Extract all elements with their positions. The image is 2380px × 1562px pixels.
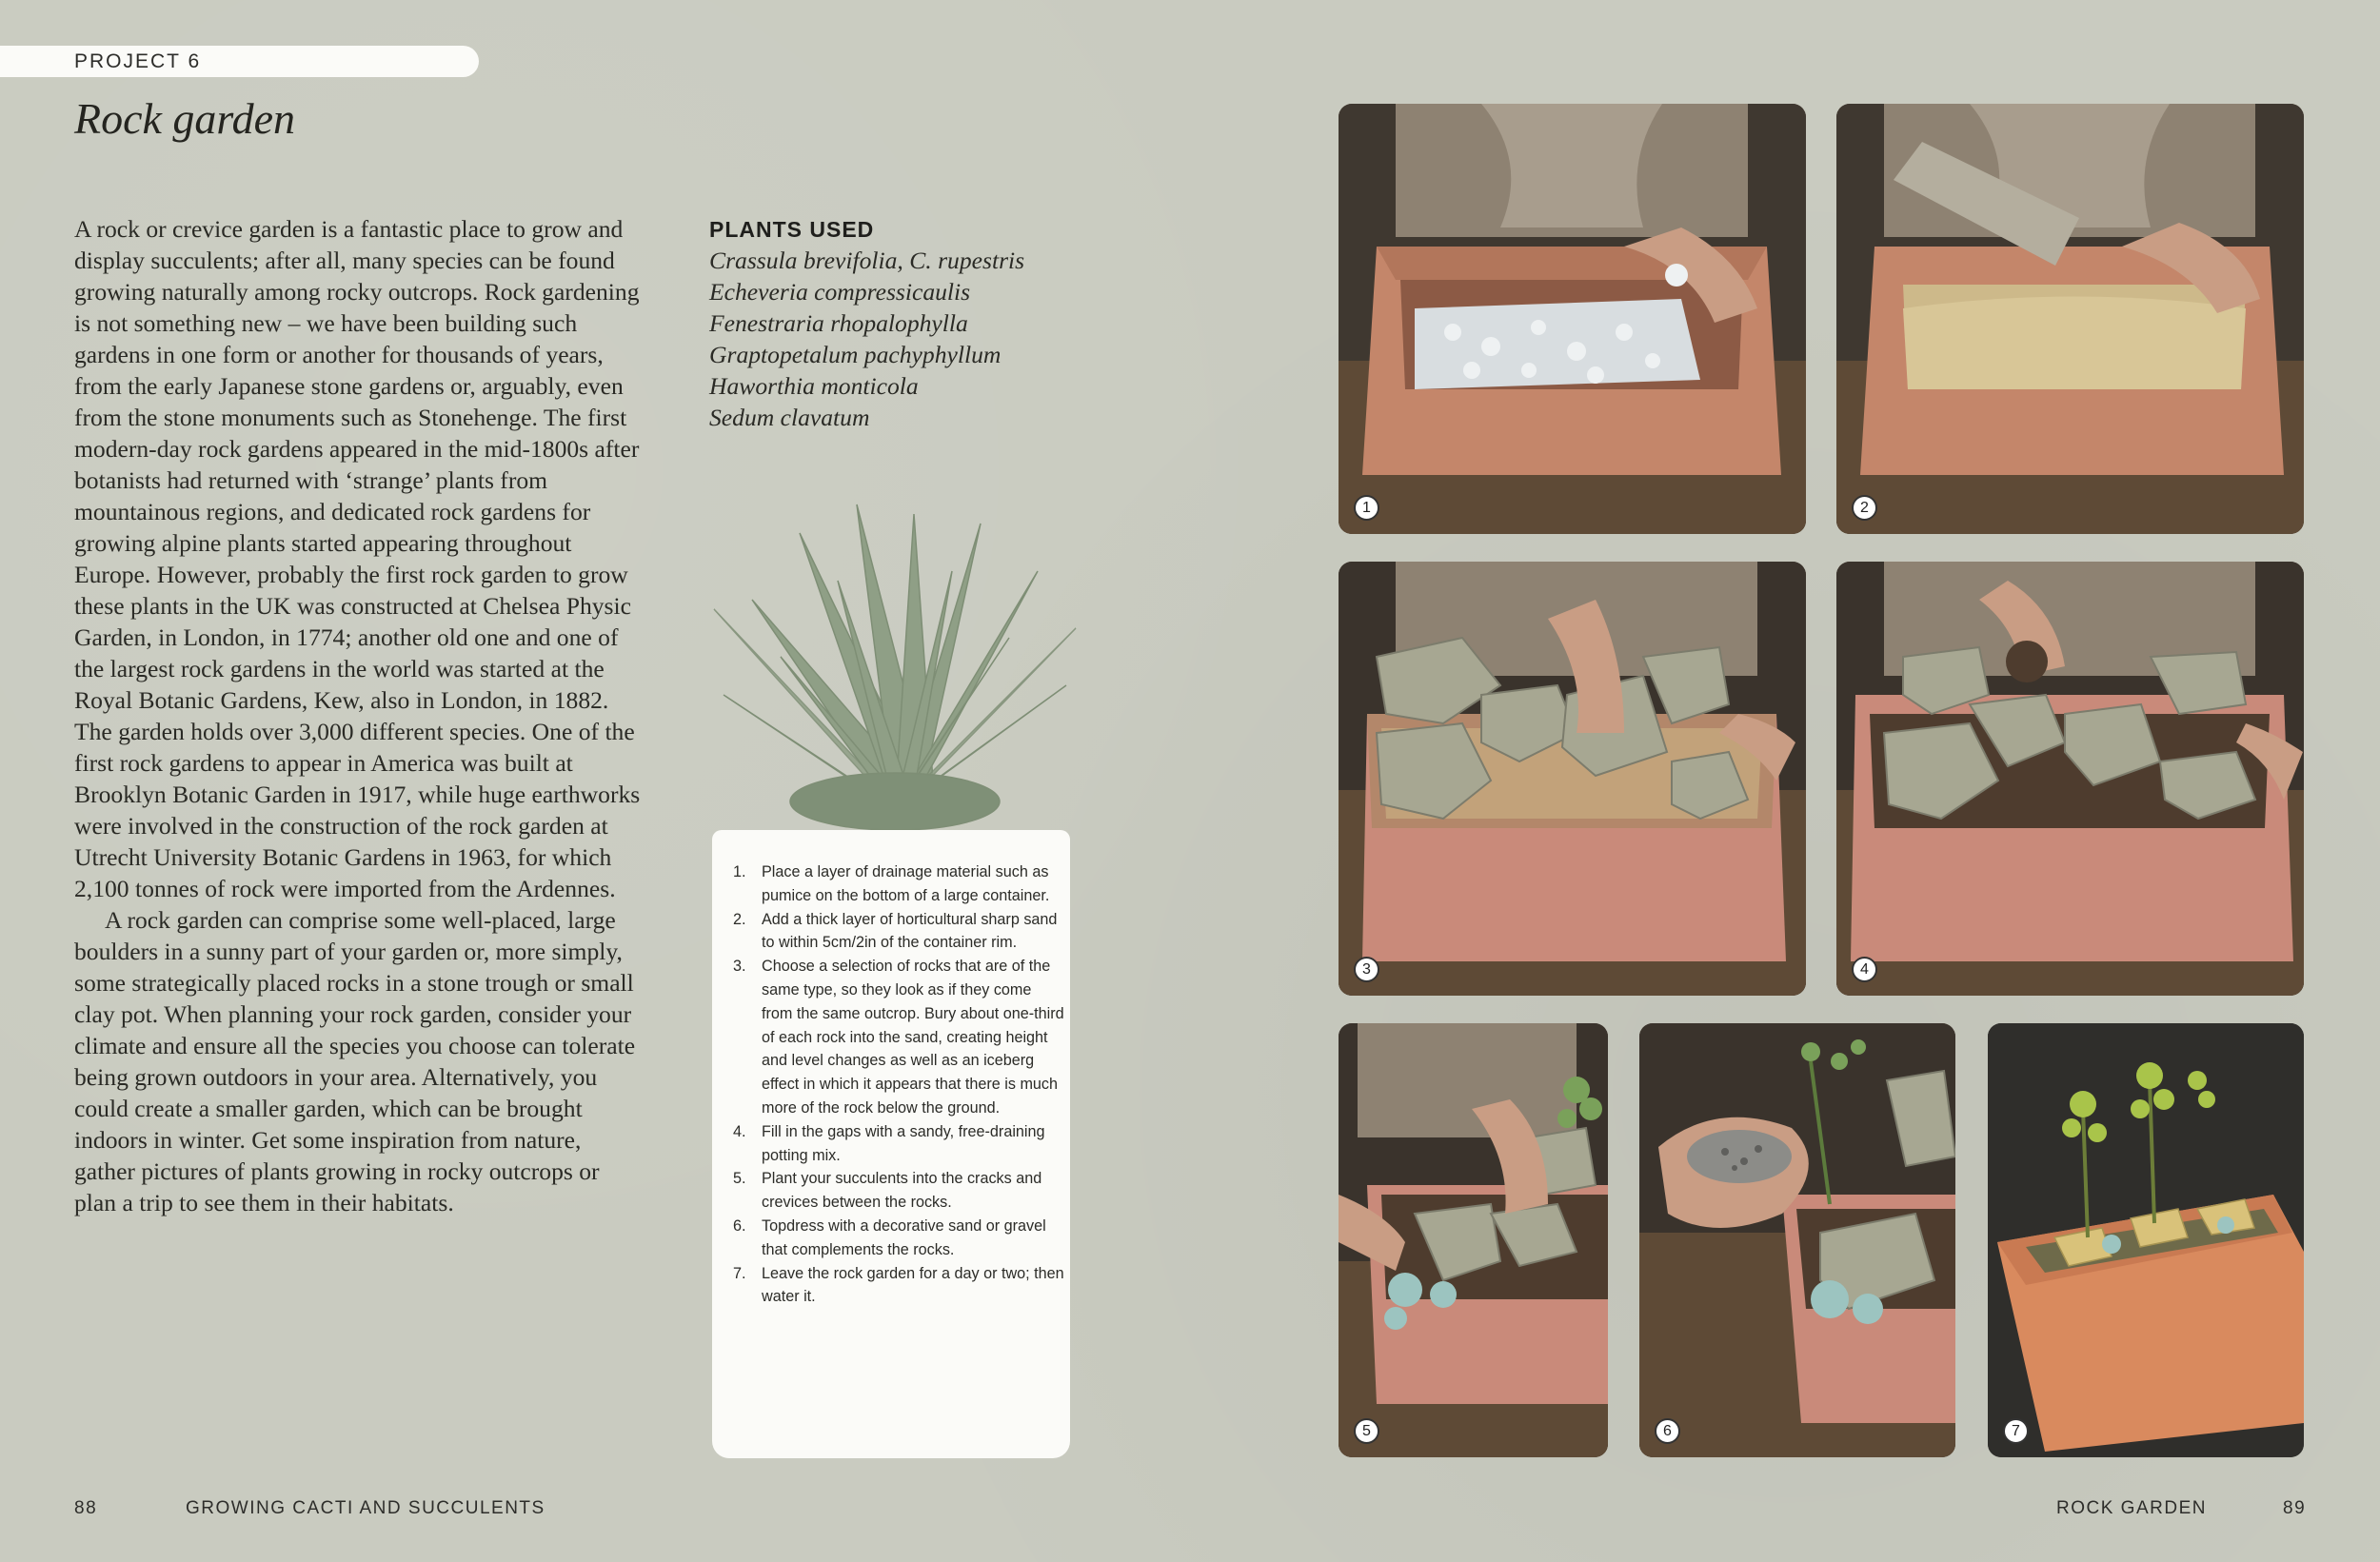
- step-item: 5. Plant your succulents into the cracks and crevices between the rocks.: [733, 1170, 1042, 1212]
- intro-paragraph-2: A rock garden can comprise some well-placed, large boulders in a sunny part of your garden or, more simply, some strategically placed rocks in a stone trough or small clay pot. When planning your rock garden, consider your climate and ensure all the species you choose can tolerate being grown outdoors in your area. Alternatively, you could create a smaller garden, which can be brought indoors in winter. Get some inspiration from nature, gather pictures of plants growing in rocky outcrops or plan a trip to see them in their habitats.: [74, 906, 636, 1216]
- plants-used-heading: PLANTS USED: [709, 217, 875, 242]
- step-badge: 1: [1354, 495, 1379, 521]
- plant-item: Echeveria compressicaulis: [709, 278, 971, 306]
- step-photo-3: [1339, 562, 1806, 996]
- steps-list: [731, 860, 1064, 1309]
- step-photo-2: [1836, 104, 2304, 534]
- plant-item: Sedum clavatum: [709, 404, 870, 431]
- step-item: 2. Add a thick layer of horticultural sharp sand to within 5cm/2in of the container rim.: [733, 910, 1058, 952]
- step-photo-4: [1836, 562, 2304, 996]
- right-running-title: ROCK GARDEN: [2056, 1498, 2207, 1518]
- step-photo-1: [1339, 104, 1806, 534]
- plant-item: Graptopetalum pachyphyllum: [709, 341, 1002, 368]
- page-title: Rock garden: [74, 94, 296, 143]
- step-item: 3. Choose a selection of rocks that are of the same type, so they look as if they come from the same outcrop. Bury about one-third of each rock into the sand, creating height and level changes as well as an iceberg effect in which it appears that there is much more of the rock below the ground.: [733, 958, 1064, 1117]
- plants-list: [709, 245, 1024, 433]
- step-badge: 5: [1354, 1418, 1379, 1444]
- step-item: 1. Place a layer of drainage material such as pumice on the bottom of a large container.: [733, 863, 1050, 904]
- haworthia-illustration: [695, 495, 1095, 838]
- step-item: 4. Fill in the gaps with a sandy, free-draining potting mix.: [733, 1122, 1045, 1164]
- step-badge: 3: [1354, 957, 1379, 982]
- step-item: 6. Topdress with a decorative sand or gravel that complements the rocks.: [733, 1216, 1046, 1258]
- step-photo-5: [1339, 1023, 1608, 1457]
- intro-text: [74, 213, 645, 1218]
- intro-paragraph-1: A rock or crevice garden is a fantastic place to grow and display succulents; after all, many species can be found growing naturally among rocky outcrops. Rock gardening is not something new – we have been building such gardens in one form or another for thousands of years, from the early Japanese stone gardens or, arguably, even from the stone monuments such as Stonehenge. The first modern-day rock gardens appeared in the mid-1800s after botanists had returned with ‘strange’ plants from mountainous regions, and dedicated rock gardens for growing alpine plants started appearing throughout Europe. However, probably the first rock garden to grow these plants in the UK was constructed at Chelsea Physic Garden, in London, in 1774; another old one and one of the largest rock gardens in the world was started at the Royal Botanic Gardens, Kew, also in London, in 1882. The garden holds over 3,000 different species. One of the first rock gardens to appear in America was built at Brooklyn Botanic Garden in 1917, while huge earthworks were involved in the construction of the rock garden at Utrecht University Botanic Gardens in 1963, for which 2,100 tonnes of rock were imported from the Ardennes.: [74, 215, 641, 902]
- step-badge: 6: [1655, 1418, 1680, 1444]
- step-item: 7. Leave the rock garden for a day or two; then water it.: [733, 1264, 1064, 1306]
- left-page-number: 88: [74, 1498, 98, 1518]
- step-badge: 7: [2003, 1418, 2029, 1444]
- left-running-title: GROWING CACTI AND SUCCULENTS: [186, 1498, 545, 1518]
- step-badge: 4: [1852, 957, 1877, 982]
- project-tag: PROJECT 6: [0, 46, 479, 77]
- plant-item: Crassula brevifolia, C. rupestris: [709, 247, 1025, 274]
- plant-item: Haworthia monticola: [709, 372, 919, 400]
- step-photo-7: [1988, 1023, 2304, 1457]
- step-badge: 2: [1852, 495, 1877, 521]
- step-photo-6: [1639, 1023, 1955, 1457]
- plant-item: Fenestraria rhopalophylla: [709, 309, 968, 337]
- right-page-number: 89: [2283, 1498, 2307, 1518]
